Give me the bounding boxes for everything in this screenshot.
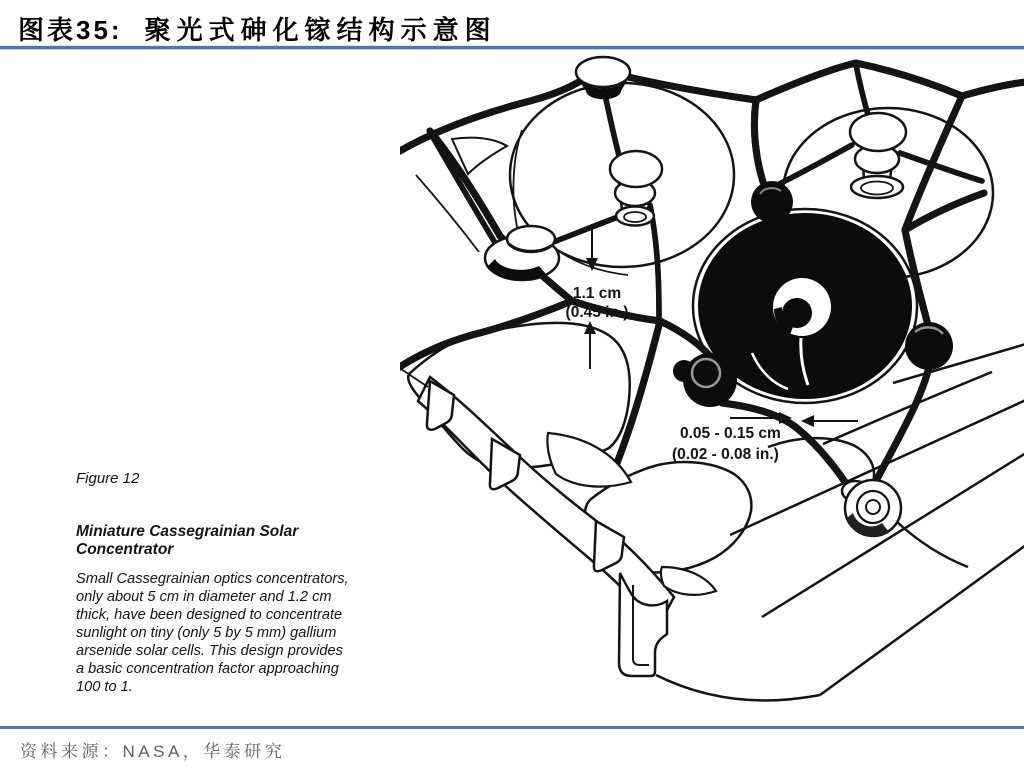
wall-dimension-label-cm: 0.05 - 0.15 cm: [680, 425, 781, 442]
caption-body-line: sunlight on tiny (only 5 by 5 mm) gallium: [76, 625, 337, 641]
depth-dimension-label-in: (0.45 in.): [565, 304, 629, 321]
caption-body: [76, 570, 408, 696]
caption-body-line: only about 5 cm in diameter and 1.2 cm: [76, 589, 332, 605]
caption-body-line: a basic concentration factor approaching: [76, 661, 339, 677]
secondary-post: [610, 151, 662, 226]
secondary-post: [850, 113, 906, 198]
caption-body-line: thick, have been designed to concentrate: [76, 607, 343, 623]
figure-title-prefix: 图表35:: [18, 15, 123, 45]
depth-dimension: [566, 227, 629, 369]
arrow-left-icon: [801, 415, 814, 427]
figure-title-text: 聚光式砷化镓结构示意图: [144, 15, 497, 45]
wall-dimension-label-in: (0.02 - 0.08 in.): [672, 446, 779, 463]
wall-dimension: [672, 412, 858, 463]
footer-rule: [0, 726, 1024, 729]
figure-title: [18, 10, 497, 47]
cell-rings: [842, 480, 901, 537]
caption-body-line: arsenide solar cells. This design provides: [76, 643, 343, 659]
depth-dimension-label-cm: 1.1 cm: [572, 285, 622, 302]
figure-caption-block: [76, 470, 408, 696]
caption-body-line: 100 to 1.: [76, 679, 133, 695]
figure-number: Figure 12: [76, 470, 140, 487]
caption-heading-line1: Miniature Cassegrainian Solar: [76, 523, 299, 540]
caption-body-line: Small Cassegrainian optics concentrators,: [76, 571, 349, 587]
secondary-post: [576, 57, 630, 99]
title-underline: [0, 46, 1024, 49]
caption-heading-line2: Concentrator: [76, 541, 174, 558]
caption-heading: [76, 523, 408, 559]
source-attribution: 资料来源：NASA，华泰研究: [20, 742, 286, 761]
concentrator-diagram: [400, 55, 1024, 730]
